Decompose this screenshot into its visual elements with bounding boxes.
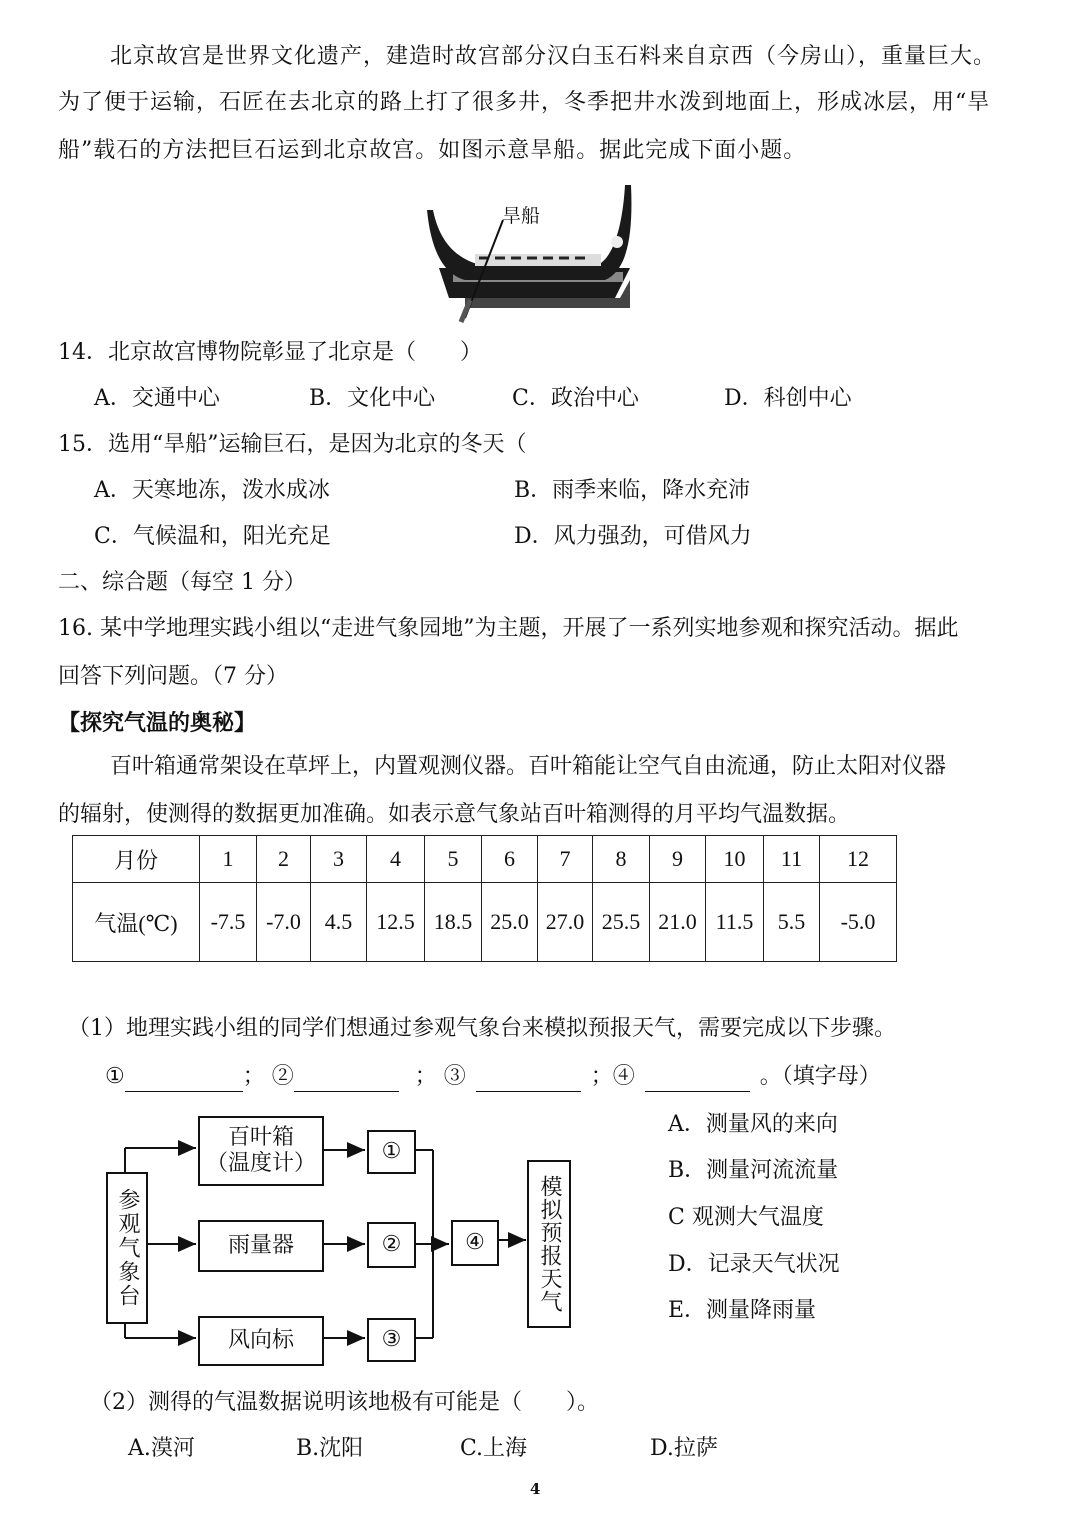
choice-d: D．记录天气状况 bbox=[668, 1252, 840, 1277]
q15-option-d: D．风力强劲，可借风力 bbox=[514, 524, 752, 549]
part-2-question: （2）测得的气温数据说明该地极有可能是（ ）。 bbox=[90, 1390, 599, 1415]
month-cell: 9 bbox=[650, 836, 706, 883]
paragraph-line-1: 百叶箱通常架设在草坪上，内置观测仪器。百叶箱能让空气自由流通，防止太阳对仪器 bbox=[110, 754, 947, 779]
subsection-title: 【探究气温的奥秘】 bbox=[58, 710, 257, 736]
step-2-node: ② bbox=[367, 1222, 416, 1268]
q15-option-b: B．雨季来临，降水充沛 bbox=[514, 478, 751, 503]
month-cell: 2 bbox=[257, 836, 311, 883]
temp-cell: -7.5 bbox=[200, 883, 257, 962]
temp-cell: -5.0 bbox=[820, 883, 897, 962]
temp-cell: 27.0 bbox=[538, 883, 593, 962]
choice-b: B．测量河流流量 bbox=[668, 1158, 839, 1183]
intro-line-1: 北京故宫是世界文化遗产，建造时故宫部分汉白玉石料来自京西（今房山），重量巨大。 bbox=[110, 44, 997, 69]
part-2-option-b: B.沈阳 bbox=[296, 1436, 364, 1461]
question-15: 15．选用“旱船”运输巨石，是因为北京的冬天（ bbox=[58, 432, 527, 457]
blank-label-3: ； ③ bbox=[414, 1064, 466, 1089]
simulate-forecast-box: 模拟预报天气 bbox=[527, 1160, 571, 1328]
month-cell: 5 bbox=[425, 836, 482, 883]
q15-option-a: A．天寒地冻，泼水成冰 bbox=[94, 478, 330, 503]
month-cell: 6 bbox=[482, 836, 538, 883]
part-1-question: （1）地理实践小组的同学们想通过参观气象台来模拟预报天气，需要完成以下步骤。 bbox=[68, 1016, 896, 1041]
step-3-node: ③ bbox=[367, 1318, 416, 1362]
temp-cell: 18.5 bbox=[425, 883, 482, 962]
blank-label-1: ① bbox=[105, 1064, 125, 1089]
temp-cell: 21.0 bbox=[650, 883, 706, 962]
month-cell: 1 bbox=[200, 836, 257, 883]
intro-line-2: 为了便于运输，石匠在去北京的路上打了很多井，冬季把井水泼到地面上，形成冰层，用“旱 bbox=[58, 90, 991, 115]
temp-cell: 12.5 bbox=[367, 883, 425, 962]
figure-label: 旱船 bbox=[502, 205, 541, 227]
temp-cell: 4.5 bbox=[311, 883, 367, 962]
rain-gauge-node: 雨量器 bbox=[198, 1220, 324, 1272]
month-header: 月份 bbox=[73, 836, 200, 883]
part-2-option-a: A.漠河 bbox=[128, 1436, 195, 1461]
part-2-option-c: C.上海 bbox=[460, 1436, 528, 1461]
q14-option-c: C．政治中心 bbox=[512, 386, 639, 411]
step-4-node: ④ bbox=[451, 1220, 499, 1266]
page-number: 4 bbox=[530, 1480, 541, 1498]
choice-c: C 观测大气温度 bbox=[668, 1205, 824, 1230]
q15-option-c: C．气候温和，阳光充足 bbox=[94, 524, 331, 549]
choice-a: A．测量风的来向 bbox=[668, 1112, 838, 1137]
intro-line-3: 船”载石的方法把巨石运到北京故宫。如图示意旱船。据此完成下面小题。 bbox=[58, 138, 807, 163]
q14-option-d: D．科创中心 bbox=[724, 386, 852, 411]
louver-box-node: 百叶箱 （温度计） bbox=[198, 1116, 324, 1186]
q14-option-a: A．交通中心 bbox=[94, 386, 220, 411]
temp-cell: -7.0 bbox=[257, 883, 311, 962]
question-14: 14．北京故宫博物院彰显了北京是（ ） bbox=[58, 340, 482, 365]
paragraph-line-2: 的辐射，使测得的数据更加准确。如表示意气象站百叶箱测得的月平均气温数据。 bbox=[58, 802, 851, 827]
question-16-line-1: 16. 某中学地理实践小组以“走进气象园地”为主题，开展了一系列实地参观和探究活动。据此 bbox=[58, 616, 959, 641]
step-1-node: ① bbox=[367, 1130, 416, 1174]
blank-label-4: ；④ bbox=[590, 1064, 635, 1089]
temp-header: 气温(℃) bbox=[73, 883, 200, 962]
temp-cell: 11.5 bbox=[706, 883, 764, 962]
blank-suffix: 。（填字母） bbox=[759, 1064, 881, 1089]
month-cell: 4 bbox=[367, 836, 425, 883]
month-cell: 8 bbox=[593, 836, 650, 883]
part-2-option-d: D.拉萨 bbox=[650, 1436, 718, 1461]
month-cell: 10 bbox=[706, 836, 764, 883]
q14-option-b: B．文化中心 bbox=[309, 386, 436, 411]
visit-weather-station-box: 参观气象台 bbox=[106, 1172, 148, 1324]
question-16-line-2: 回答下列问题。（7 分） bbox=[58, 664, 288, 689]
temp-cell: 5.5 bbox=[764, 883, 820, 962]
temp-cell: 25.0 bbox=[482, 883, 538, 962]
month-cell: 11 bbox=[764, 836, 820, 883]
wind-vane-node: 风向标 bbox=[198, 1316, 324, 1366]
blank-label-2: ； ② bbox=[242, 1064, 294, 1089]
choice-e: E．测量降雨量 bbox=[668, 1298, 817, 1323]
temp-cell: 25.5 bbox=[593, 883, 650, 962]
month-cell: 7 bbox=[538, 836, 593, 883]
section-2-heading: 二、综合题（每空 1 分） bbox=[58, 570, 306, 595]
month-cell: 12 bbox=[820, 836, 897, 883]
month-cell: 3 bbox=[311, 836, 367, 883]
